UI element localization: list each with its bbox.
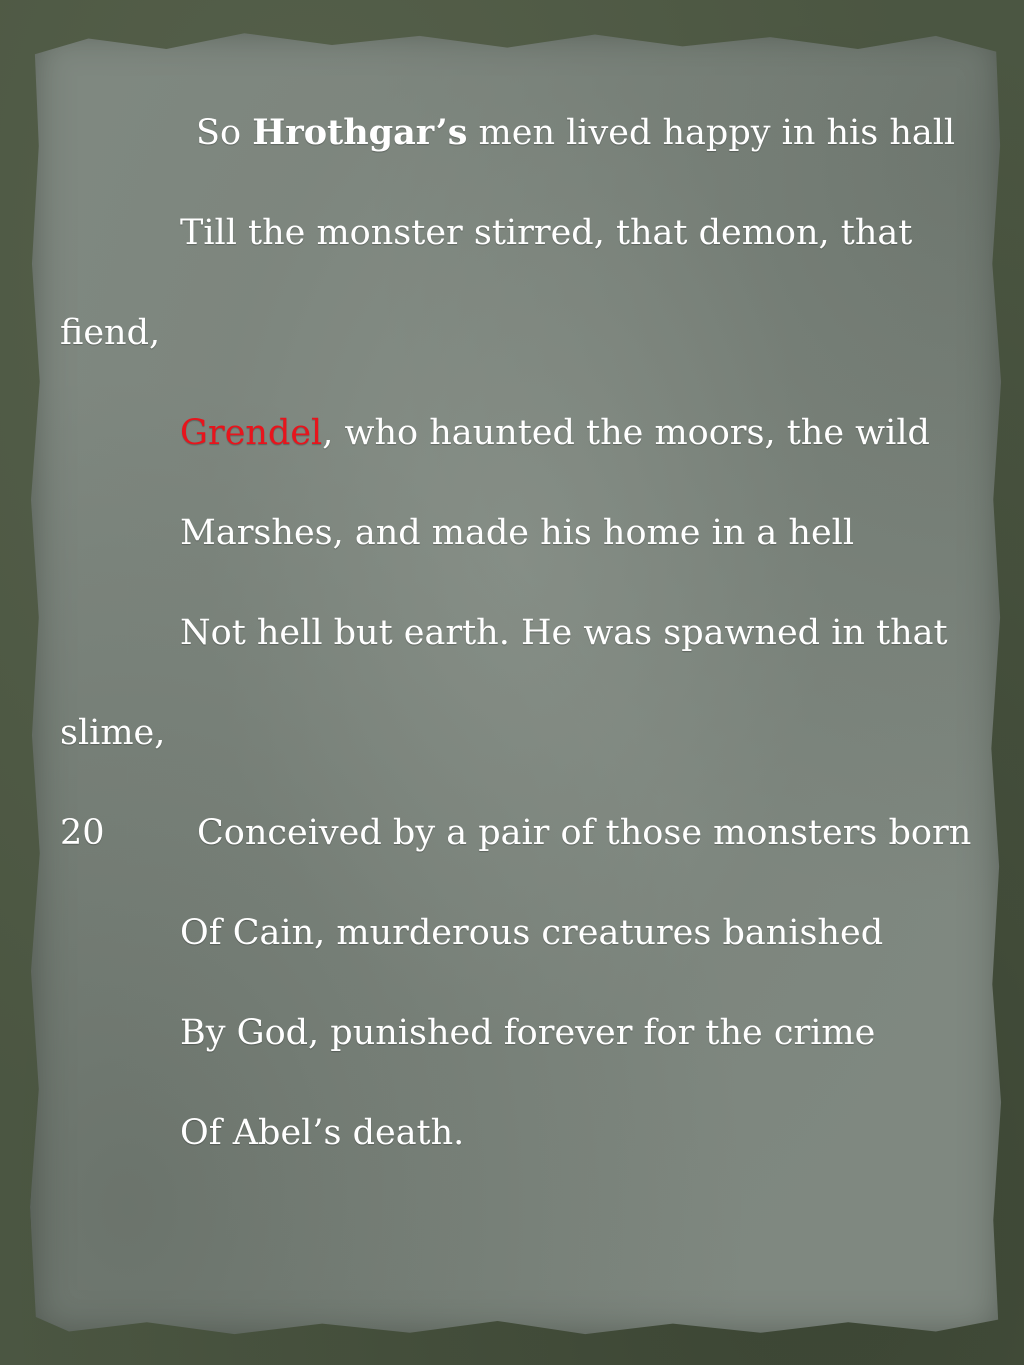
poem-line-3: fiend,	[60, 313, 161, 353]
line-number: 20	[60, 813, 105, 853]
poem-line-7: slime,	[60, 713, 166, 753]
poem-line-2: Till the monster stirred, that demon, that	[180, 213, 913, 253]
poem-line-4	[180, 413, 930, 453]
poem-line-9: Of Cain, murderous creatures banished	[180, 913, 884, 953]
poem-line-4-suffix: , who haunted the moors, the wild	[322, 413, 930, 453]
poem-line-1	[196, 112, 956, 153]
poem-line-5: Marshes, and made his home in a hell	[180, 513, 855, 553]
character-name-hrothgar: Hrothgar’s	[252, 112, 468, 153]
character-name-grendel: Grendel	[180, 413, 323, 453]
poem-line-1-suffix: men lived happy in his hall	[467, 113, 956, 153]
poem-line-1-prefix: So	[196, 113, 253, 153]
poem-line-11: Of Abel’s death.	[180, 1113, 465, 1153]
poem-line-10: By God, punished forever for the crime	[180, 1013, 876, 1053]
poem-line-6: Not hell but earth. He was spawned in that	[180, 613, 948, 653]
poem-line-8: Conceived by a pair of those monsters born	[197, 813, 972, 853]
